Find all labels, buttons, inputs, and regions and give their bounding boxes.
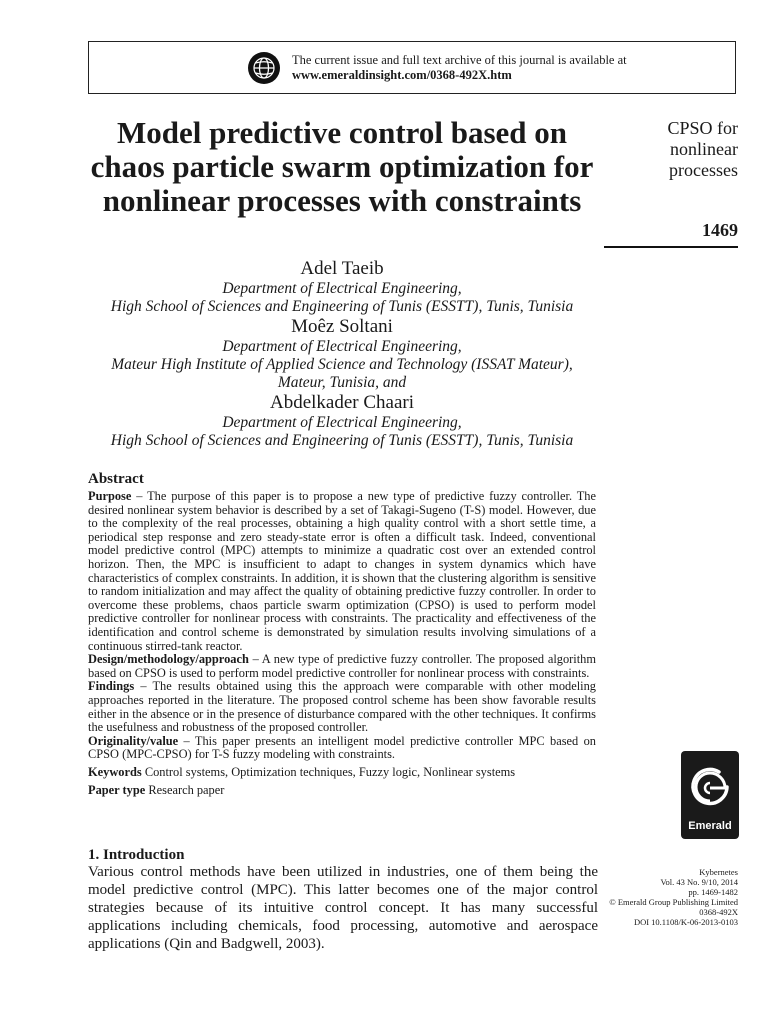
author-block — [88, 258, 596, 450]
pubinfo-copyright: © Emerald Group Publishing Limited — [609, 897, 738, 907]
pubinfo-issn: 0368-492X — [699, 907, 738, 917]
running-title — [604, 118, 738, 181]
pubinfo-journal: Kybernetes — [699, 867, 738, 877]
author-affiliation: Department of Electrical Engineering, — [222, 280, 462, 297]
paper-type-text: Research paper — [148, 782, 225, 797]
keywords-text: Control systems, Optimization techniques, Fuzzy logic, Nonlinear systems — [144, 764, 516, 779]
author-affiliation: Mateur, Tunisia, and — [277, 374, 407, 391]
abstract — [88, 470, 596, 798]
banner-line: The current issue and full text archive of this journal is available at — [292, 53, 627, 67]
emerald-wordmark: Emerald — [688, 820, 732, 832]
keywords-label: Keywords — [88, 764, 142, 779]
section-heading: 1. Introduction — [88, 847, 185, 863]
author-name: Moêz Soltani — [291, 316, 393, 337]
design-text: – A new type of predictive fuzzy controller. The proposed algorithm based on CPSO is used to perform model predictive controller for nonlinear process with constraints. — [88, 652, 596, 680]
pubinfo-pages: pp. 1469-1482 — [688, 887, 738, 897]
abstract-originality — [88, 735, 596, 762]
emerald-logo — [681, 751, 739, 839]
publication-info — [604, 867, 738, 927]
author-affiliation: High School of Sciences and Engineering of Tunis (ESSTT), Tunis, Tunisia — [110, 298, 574, 315]
design-label: Design/methodology/approach — [88, 652, 249, 667]
banner-url[interactable]: www.emeraldinsight.com/0368-492X.htm — [292, 68, 512, 82]
abstract-heading: Abstract — [88, 471, 144, 487]
author-affiliation: High School of Sciences and Engineering of Tunis (ESSTT), Tunis, Tunisia — [110, 432, 574, 449]
pubinfo-doi: DOI 10.1108/K-06-2013-0103 — [633, 917, 738, 927]
page-number: 1469 — [702, 220, 738, 240]
globe-icon — [247, 51, 281, 85]
originality-label: Originality/value — [88, 733, 179, 748]
originality-text: – This paper presents an intelligent model predictive controller MPC based on CPSO (MPC-CPSO) for T-S fuzzy modeling with constraints. — [88, 733, 596, 762]
paper-type-label: Paper type — [88, 782, 146, 797]
abstract-purpose — [88, 490, 596, 653]
purpose-label: Purpose — [88, 489, 132, 503]
findings-label: Findings — [88, 679, 135, 694]
paper-title: Model predictive control based on chaos particle swarm optimization for nonlinear processes with constraints — [90, 115, 594, 218]
abstract-design — [88, 653, 596, 680]
author-name: Adel Taeib — [300, 258, 384, 279]
paper-type — [88, 782, 596, 798]
author-affiliation: Department of Electrical Engineering, — [222, 414, 462, 431]
findings-text: – The results obtained using this the approach were comparable with other modeling approaches reported in the literature. The proposed control scheme has been show favorable results either in the absence or in the presence of disturbance compared with the other techniques. It confirms the usefulness and robustness of the proposed controller. — [88, 679, 596, 735]
emerald-swirl-icon — [687, 759, 733, 815]
pubinfo-volume: Vol. 43 No. 9/10, 2014 — [660, 877, 738, 887]
author-affiliation: Department of Electrical Engineering, — [222, 338, 462, 355]
running-title-line: CPSO for — [667, 118, 738, 138]
keywords — [88, 764, 596, 780]
journal-banner — [88, 41, 736, 94]
author-affiliation: Mateur High Institute of Applied Science and Technology (ISSAT Mateur), — [111, 356, 573, 373]
abstract-findings — [88, 680, 596, 734]
purpose-text: – The purpose of this paper is to propose a new type of predictive fuzzy controller. The desired nonlinear system behavior is described by a set of Takagi-Sugeno (T-S) model. However, due to the complexity of the real processes, obtaining a high quality control with a short settle time, a periodical step response and zero steady-state error is often a difficult task. Indeed, conventional model predictive control (MPC) attempts to minimize a quadratic cost over an extended control horizon. Then, the MPC is insufficient to adapt to changes in system dynamics which have characteristics of complex constraints. In addition, it is shown that the clustering algorithm is sensitive to random initialization and may affect the quality of obtaining predictive fuzzy controller. In order to overcome these problems, chaos particle swarm optimization (CPSO) is used to perform model predictive controller for nonlinear process with constraints. The practicality and effectiveness of the identification and control scheme is demonstrated by simulation results involving simulations of a continuous stirred-tank reactor. — [88, 489, 596, 653]
side-rule — [604, 246, 738, 248]
banner-text — [292, 53, 627, 83]
running-title-line: processes — [669, 160, 738, 180]
intro-paragraph: Various control methods have been utilized in industries, one of them being the model predictive control (MPC). This latter becomes one of the major control strategies because of its intuitive control concept. It has many successful applications including chemicals, food processing, automotive and aerospace applications (Qin and Badgwell, 2003). — [88, 864, 598, 952]
running-title-line: nonlinear — [670, 139, 738, 159]
author-name: Abdelkader Chaari — [269, 392, 415, 413]
